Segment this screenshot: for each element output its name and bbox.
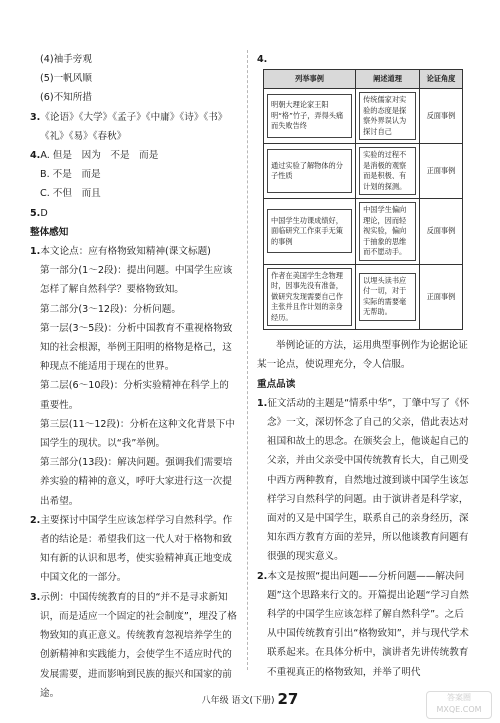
footer-subject: 语文(下册) <box>231 696 275 706</box>
right-column <box>257 50 470 682</box>
page-footer <box>0 691 500 709</box>
column-divider <box>247 50 248 670</box>
cell-example: 明朝大理论家王阳明“格”竹子，弄得头痛而失败告终 <box>264 89 356 144</box>
cell-reason: 实验的过程不是消极的观察而是积极、有计划的探测。 <box>356 144 420 199</box>
cell-reason: 以埋头读书应付一切，对于实际的需要毫无帮助。 <box>356 264 420 330</box>
cell-reason: 中国学生偏向理论，因而轻视实验，偏向于抽象的思维而不愿动手。 <box>356 199 420 265</box>
table-row <box>264 89 463 144</box>
table-header-row <box>264 70 463 89</box>
cell-example: 作者在美国学生念物理时，因事先没有准备，做研究发现需要自己作主张并且作计划的亲身经历。 <box>264 264 356 330</box>
answer-q4-right: 4. <box>257 54 268 65</box>
header-reason: 阐述道理 <box>356 70 420 89</box>
option-line: (5)一帆风顺 <box>40 73 92 85</box>
overall-3: 3.示例：中国传统教育的目的“并不是寻求新知识，而是适应一个固定的社会制度”，埋没了格物致知的真正意义。传统教育忽视培养学生的创新精神和实践能力，会使学生不适应时代的发展需要，进而影响到民族的振兴和国家的前途。 <box>30 591 237 699</box>
answer-q4-c: C. 不但 而且 <box>40 188 101 200</box>
overall-1-part1: 第一部分(1～2段)：提出问题。中国学生应该怎样了解自然科学？要格物致知。 <box>40 265 233 296</box>
focus-2: 2.本文是按照“提出问题——分析问题——解决问题”这个思路来行文的。开篇提出论题“学习自然科学的中国学生应该怎样了解自然科学”。之后从中国传统教育引出“格物致知”，并与现代学术联系起来。在具体分析中，演讲者先讲传统教育不重视真正的格物致知，并举了明代 <box>257 570 469 678</box>
header-example: 列举事例 <box>264 70 356 89</box>
cell-angle: 正面事例 <box>420 264 463 330</box>
cell-example: 中国学生功课成绩好，面临研究工作束手无策的事例 <box>264 199 356 265</box>
header-angle: 论证角度 <box>420 70 463 89</box>
cell-angle: 正面事例 <box>420 144 463 199</box>
argument-table-wrap <box>257 69 470 330</box>
answer-q4-b: B. 不是 而是 <box>40 169 101 181</box>
overall-1: 1.本文论点：应有格物致知精神(课文标题) <box>30 246 211 258</box>
overall-1-layer3: 第三层(11～12段)：分析在这种文化背景下中国学生的现状。以“我”举例。 <box>40 418 235 450</box>
answer-q4: 4.A. 但是 因为 不是 而是 <box>30 150 159 162</box>
section-heading-overall: 整体感知 <box>30 226 69 238</box>
answer-q3: 3.《论语》《大学》《孟子》《中庸》《诗》《书》《礼》《易》《春秋》 <box>30 111 228 142</box>
option-line: (6)不知所措 <box>40 92 92 104</box>
table-row <box>264 144 463 199</box>
left-column <box>30 50 238 703</box>
cell-example: 通过实验了解物体的分子性质 <box>264 144 356 199</box>
table-summary: 举例论证的方法，运用典型事例作为论据论证某一论点，使说理充分，令人信服。 <box>257 340 468 371</box>
cell-angle: 反面事例 <box>420 89 463 144</box>
section-heading-focus: 重点品读 <box>257 378 296 390</box>
table-row <box>264 264 463 330</box>
footer-grade: 八年级 <box>201 696 229 706</box>
overall-1-layer2: 第二层(6～10段)：分析实验精神在科学上的重要性。 <box>40 380 229 411</box>
option-line: (4)袖手旁观 <box>40 54 92 65</box>
argument-table <box>263 69 463 330</box>
overall-1-layer1: 第一层(3～5段)：分析中国教育不重视格物致知的社会根源，举例王阳明的格物是格己，这种现点不能适用于现在的世界。 <box>40 322 233 373</box>
cell-angle: 反面事例 <box>420 199 463 265</box>
table-row <box>264 199 463 265</box>
overall-1-part3: 第三部分(13段)：解决问题。强调我们需要培养实验的精神的意义，呼吁大家进行这一次提出希望。 <box>40 457 233 507</box>
cell-reason: 传统儒家对实验的态度是探察外界误认为探讨自己 <box>356 89 420 144</box>
overall-2: 2.主要探讨中国学生应该怎样学习自然科学。作者的结论是：希望我们这一代人对于格物和致知有新的认识和思考，使实验精神真正地变成中国文化的一部分。 <box>30 514 233 584</box>
watermark-logo: 答案圈 MXQE.COM <box>426 691 492 719</box>
answer-q5: 5.D <box>30 207 48 219</box>
overall-1-part2: 第二部分(3～12段)：分析问题。 <box>40 303 181 315</box>
focus-1: 1.征文活动的主题是“情系中华”，丁肇中写了《怀念》一文，深切怀念了自己的父亲，借此表达对祖国和故土的思念。在颁奖会上，他谈起自己的父亲，并由父亲受中国传统教育长大，自己则受中西方两种教育，自然地过渡到谈中国学生该怎样学习自然科学的问题。由于演讲者是科学家，面对的又是中国学生，联系自己的亲身经历，深知东西方教育方面的差异，所以他谈教育问题有很强的现实意义。 <box>257 397 470 563</box>
page-number: 27 <box>277 690 299 708</box>
